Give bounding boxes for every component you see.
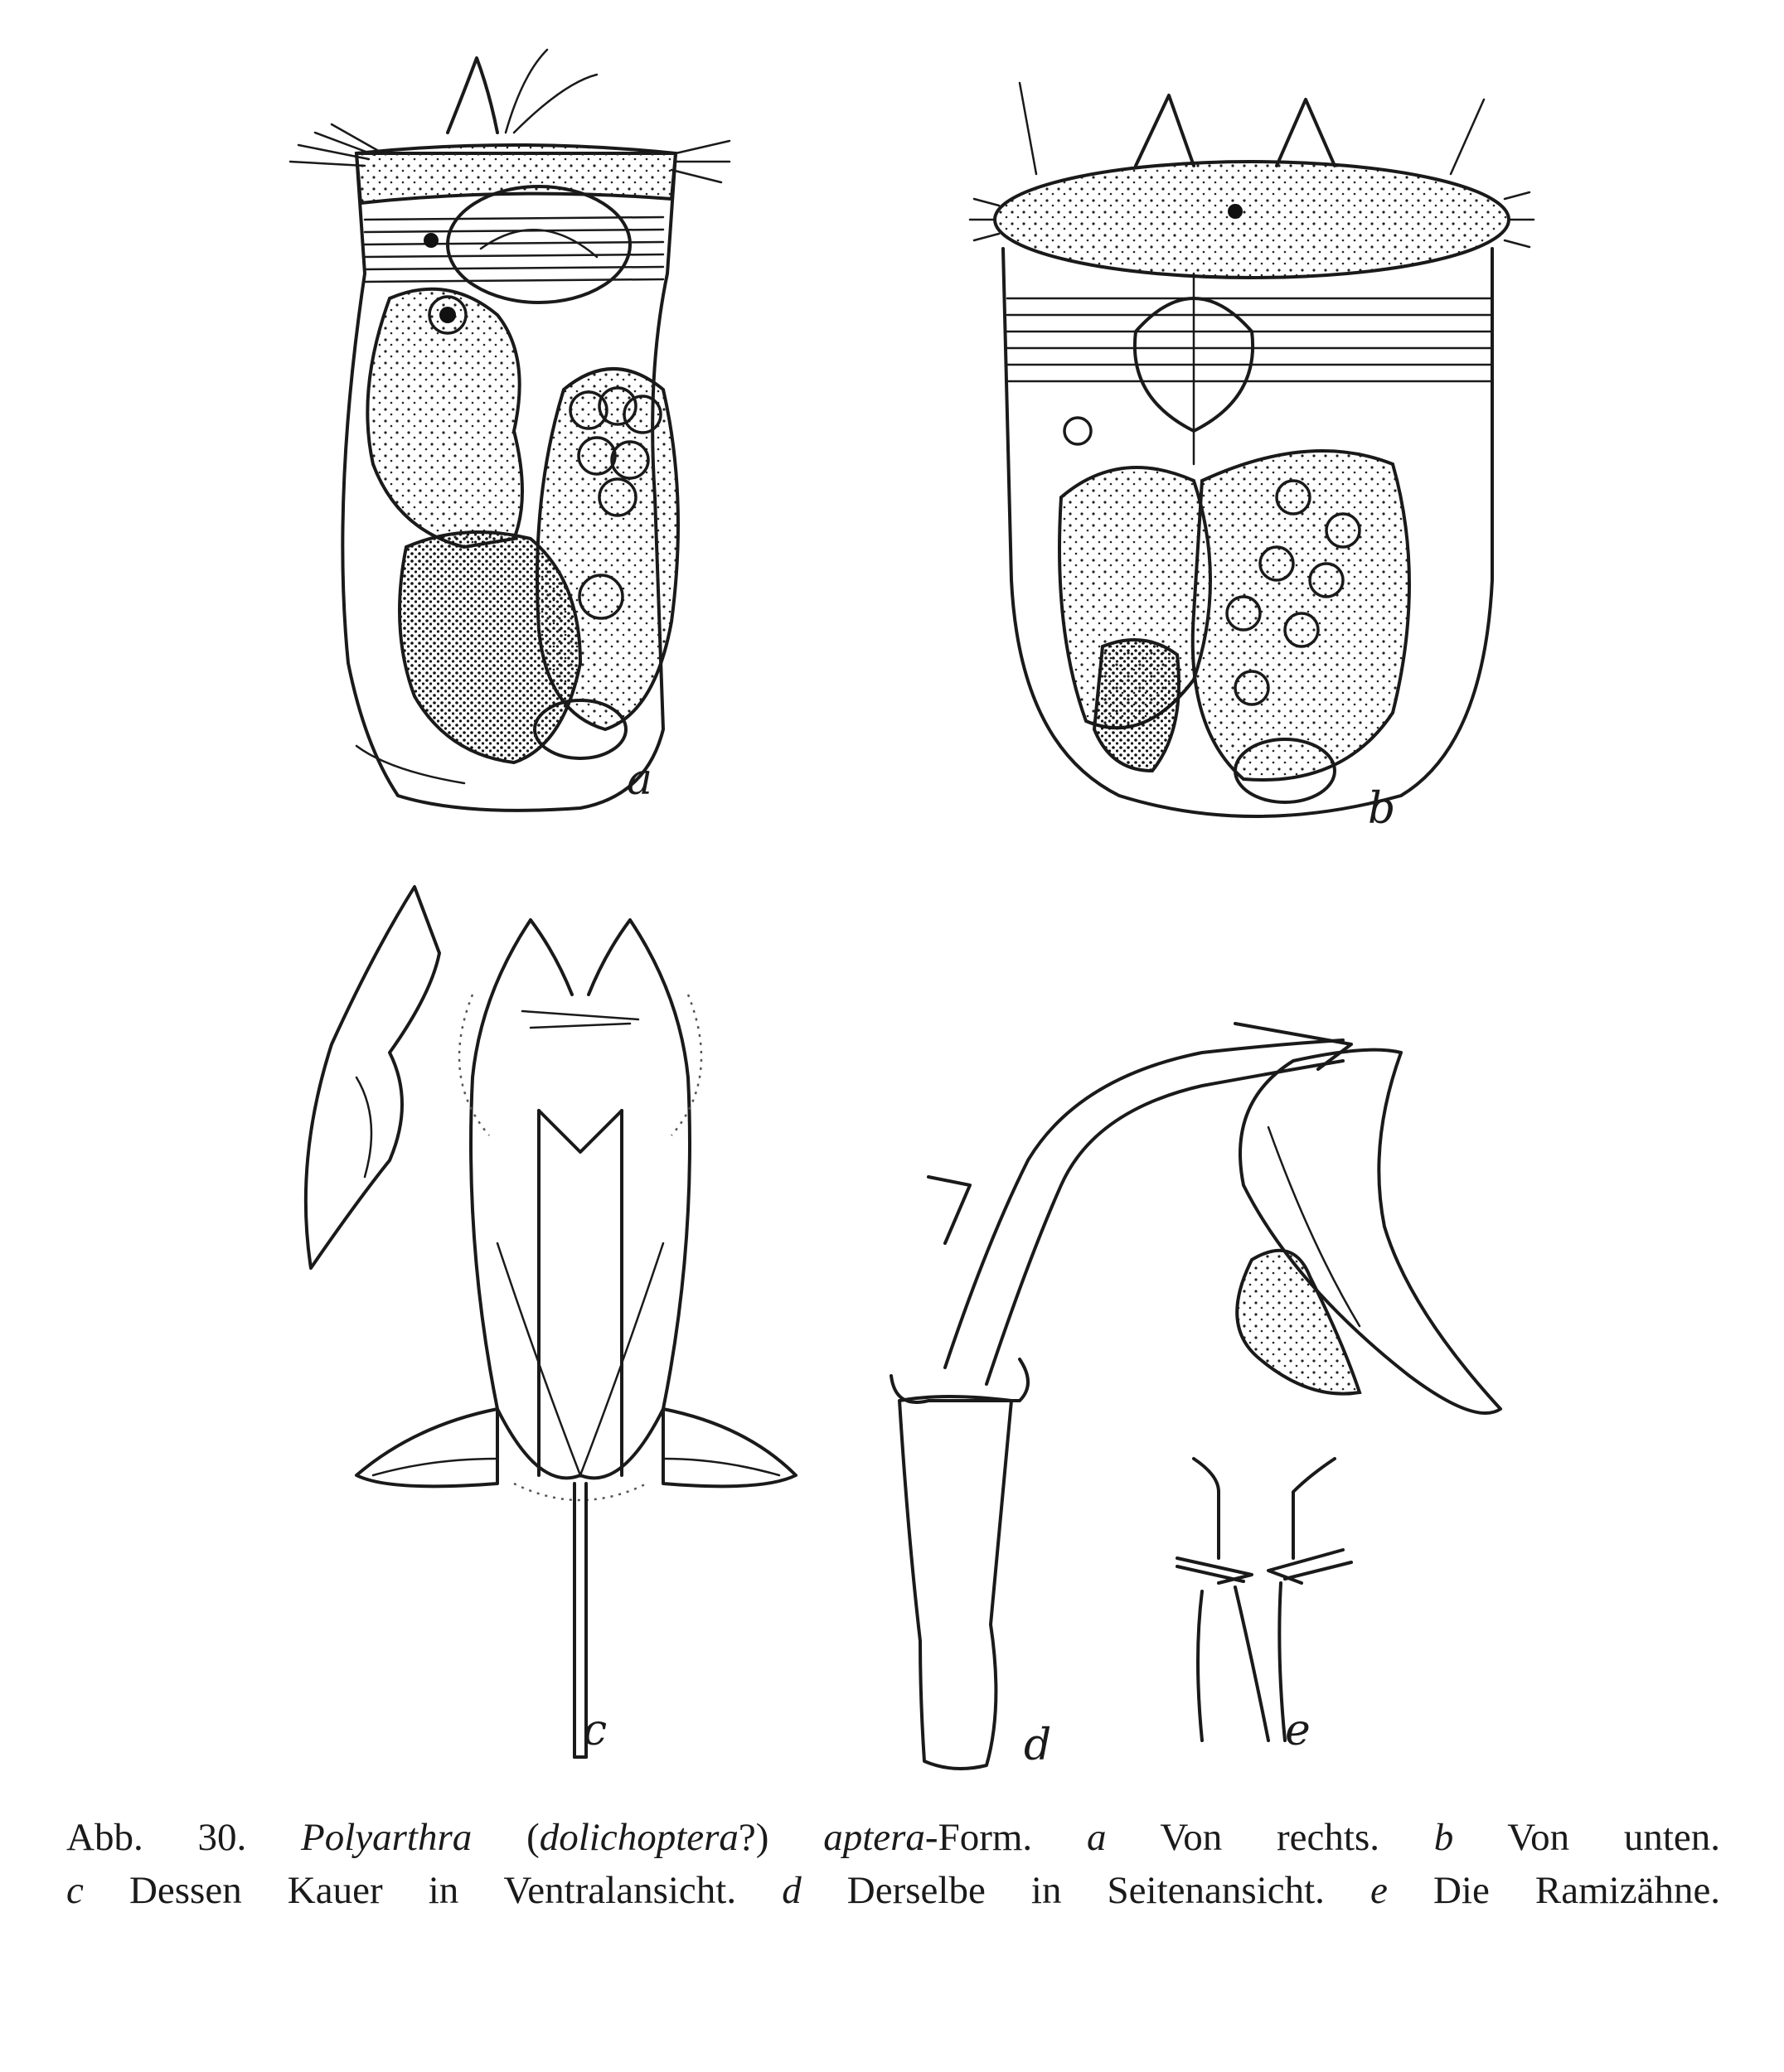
figure-caption [66,1811,1720,1917]
panel-label-a: a [627,755,653,805]
panel-label-e: e [1285,1706,1311,1755]
caption-a-desc: Von rechts. [1160,1816,1380,1859]
panel-label-d: d [1024,1721,1052,1770]
panel-label-b: b [1368,784,1396,834]
caption-d-desc: Derselbe in Seitenansicht. [846,1869,1325,1912]
caption-form: aptera [823,1816,925,1859]
caption-c-desc: Dessen Kauer in Ventralansicht. [128,1869,737,1912]
panel-b-drawing [970,83,1534,816]
caption-genus: Polyarthra [301,1816,473,1859]
panel-d-drawing [891,1024,1500,1769]
panel-c-drawing [306,887,796,1757]
panel-label-c: c [583,1706,608,1755]
caption-line-1: Abb. 30. Polyarthra (dolichoptera?) aptera-Form. a Von rechts. b Von unten. [66,1816,1721,1859]
panel-a-drawing [290,50,730,811]
caption-fig-number: Abb. 30. [66,1816,247,1859]
panel-e-drawing [1177,1459,1351,1740]
caption-b-desc: Von unten. [1507,1816,1721,1859]
caption-e-desc: Die Ramizähne. [1433,1869,1721,1912]
caption-line-2: c Dessen Kauer in Ventralansicht. d Derselbe in Seitenansicht. e Die Ramizähne. [66,1869,1721,1912]
caption-species: dolichoptera [539,1816,739,1859]
